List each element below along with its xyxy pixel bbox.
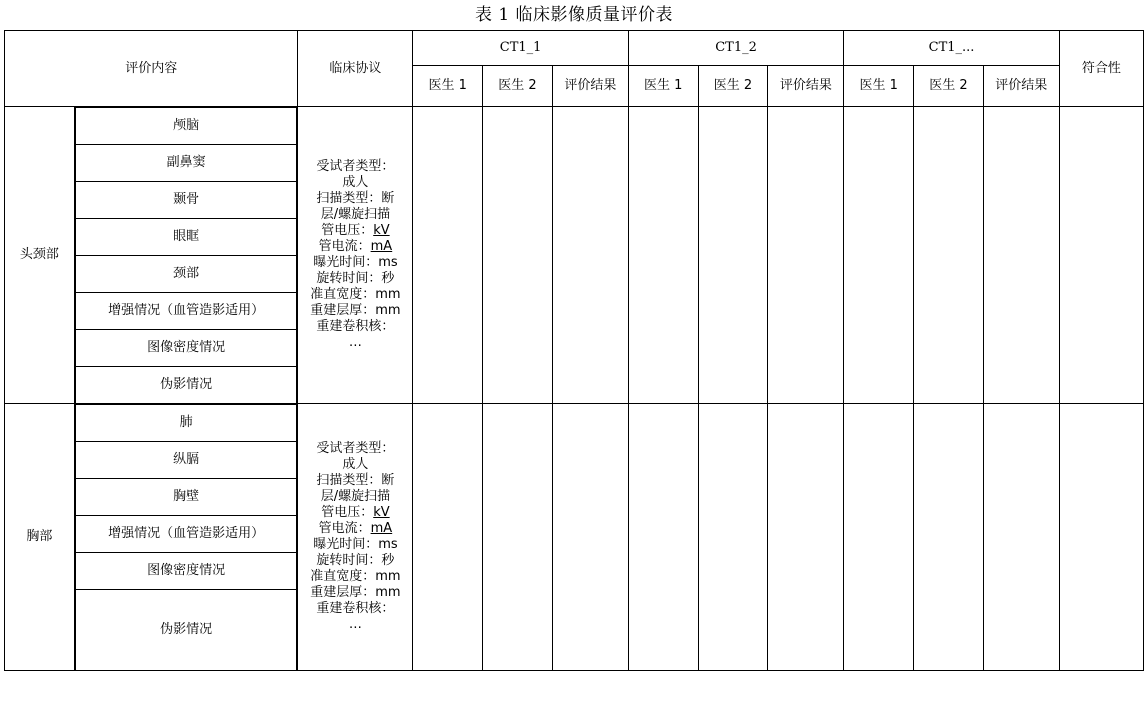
list-item: 伪影情况	[75, 367, 297, 404]
list-item: 肺	[75, 405, 297, 442]
protocol-line: 管电流：mA	[318, 239, 393, 254]
protocol-text-chest	[298, 404, 413, 671]
list-item: 图像密度情况	[75, 330, 297, 367]
header-ct1-2-result: 评价结果	[768, 66, 844, 107]
list-item: 胸壁	[75, 479, 297, 516]
score-cell-ct1-2-result[interactable]	[768, 107, 844, 404]
conformity-cell-head-neck[interactable]	[1059, 107, 1143, 404]
protocol-line: 重建层厚：mm	[310, 303, 401, 318]
header-protocol-col: 临床协议	[298, 31, 413, 107]
protocol-line: 重建卷积核：	[316, 319, 395, 334]
score-cell-ct1-2-result[interactable]	[768, 404, 844, 671]
header-conformity-col: 符合性	[1059, 31, 1143, 107]
page-title: 表 1 临床影像质量评价表	[474, 5, 674, 25]
score-cell-ct1-1-doctor-2[interactable]	[483, 404, 553, 671]
protocol-line: 层/螺旋扫描	[320, 489, 391, 504]
protocol-line: 扫描类型：断	[316, 191, 395, 206]
list-item: 眼眶	[75, 219, 297, 256]
region-label-chest: 胸部	[5, 404, 75, 671]
header-ct1-more-doctor-1: 医生 1	[844, 66, 914, 107]
conformity-cell-chest[interactable]	[1059, 404, 1143, 671]
protocol-line: 准直宽度：mm	[310, 287, 401, 302]
score-cell-ct1-1-result[interactable]	[552, 404, 628, 671]
score-cell-ct1-1-doctor-2[interactable]	[483, 107, 553, 404]
table-row	[5, 404, 1144, 671]
score-cell-ct1-1-doctor-1[interactable]	[413, 404, 483, 671]
header-group-ct1-2: CT1_2	[628, 31, 843, 66]
header-ct1-1-doctor-2: 医生 2	[483, 66, 553, 107]
score-cell-ct1-2-doctor-1[interactable]	[628, 107, 698, 404]
protocol-line: 层/螺旋扫描	[320, 207, 391, 222]
list-item: 增强情况（血管造影适用）	[75, 516, 297, 553]
header-ct1-more-result: 评价结果	[983, 66, 1059, 107]
score-cell-ct1-more-doctor-1[interactable]	[844, 404, 914, 671]
items-list-head-neck	[75, 107, 298, 403]
items-list-chest	[75, 404, 298, 670]
items-container-head-neck	[74, 107, 298, 404]
header-ct1-2-doctor-1: 医生 1	[628, 66, 698, 107]
score-cell-ct1-2-doctor-2[interactable]	[698, 404, 768, 671]
protocol-line: 受试者类型：	[316, 441, 395, 456]
score-cell-ct1-more-result[interactable]	[983, 107, 1059, 404]
score-cell-ct1-2-doctor-2[interactable]	[698, 107, 768, 404]
protocol-line: 准直宽度：mm	[310, 569, 401, 584]
list-item: 颈部	[75, 256, 297, 293]
protocol-line: …	[348, 617, 362, 632]
header-ct1-1-doctor-1: 医生 1	[413, 66, 483, 107]
score-cell-ct1-more-doctor-2[interactable]	[914, 404, 984, 671]
protocol-line: 曝光时间：ms	[313, 537, 398, 552]
score-cell-ct1-more-result[interactable]	[983, 404, 1059, 671]
score-cell-ct1-1-doctor-1[interactable]	[413, 107, 483, 404]
protocol-line: 扫描类型：断	[316, 473, 395, 488]
protocol-line: 重建卷积核：	[316, 601, 395, 616]
header-ct1-2-doctor-2: 医生 2	[698, 66, 768, 107]
protocol-line: …	[348, 335, 362, 350]
list-item: 增强情况（血管造影适用）	[75, 293, 297, 330]
protocol-line: 成人	[342, 175, 369, 190]
score-cell-ct1-1-result[interactable]	[552, 107, 628, 404]
header-ct1-more-doctor-2: 医生 2	[914, 66, 984, 107]
protocol-line: 管电流：mA	[318, 521, 393, 536]
table-row	[5, 107, 1144, 404]
protocol-line: 成人	[342, 457, 369, 472]
list-item: 图像密度情况	[75, 553, 297, 590]
protocol-line: 管电压：kV	[321, 505, 390, 520]
list-item: 纵膈	[75, 442, 297, 479]
protocol-line: 受试者类型：	[316, 159, 395, 174]
protocol-text-head-neck	[298, 107, 413, 404]
items-container-chest	[74, 404, 298, 671]
protocol-line: 管电压：kV	[321, 223, 390, 238]
protocol-line: 旋转时间：秒	[316, 553, 395, 568]
image-quality-evaluation-table	[4, 30, 1144, 671]
protocol-line: 重建层厚：mm	[310, 585, 401, 600]
list-item: 伪影情况	[75, 590, 297, 671]
header-group-ct1-more: CT1_...	[844, 31, 1059, 66]
score-cell-ct1-2-doctor-1[interactable]	[628, 404, 698, 671]
table-header-row-groups	[5, 31, 1144, 66]
region-label-head-neck: 头颈部	[5, 107, 75, 404]
header-group-ct1-1: CT1_1	[413, 31, 628, 66]
header-content-col: 评价内容	[5, 31, 298, 107]
list-item: 颞骨	[75, 182, 297, 219]
list-item: 颅脑	[75, 108, 297, 145]
protocol-line: 旋转时间：秒	[316, 271, 395, 286]
list-item: 副鼻窦	[75, 145, 297, 182]
header-ct1-1-result: 评价结果	[552, 66, 628, 107]
protocol-line: 曝光时间：ms	[313, 255, 398, 270]
score-cell-ct1-more-doctor-2[interactable]	[914, 107, 984, 404]
score-cell-ct1-more-doctor-1[interactable]	[844, 107, 914, 404]
